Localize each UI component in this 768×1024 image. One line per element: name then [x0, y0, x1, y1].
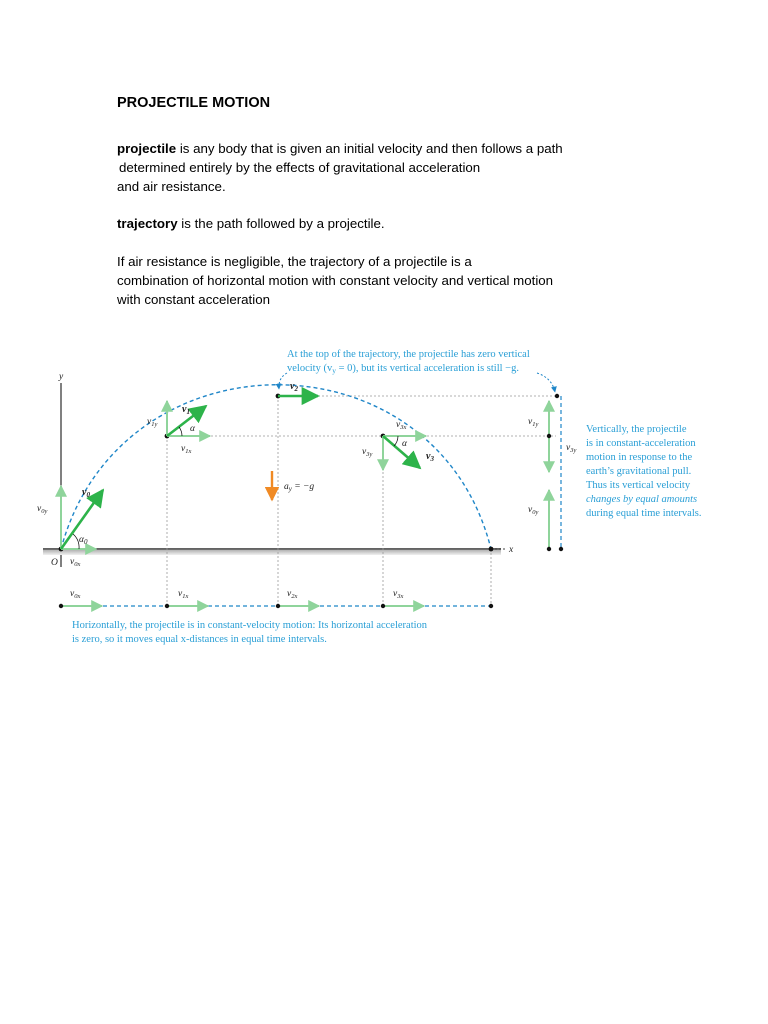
- projectile-definition-line3: and air resistance.: [117, 179, 226, 194]
- v0-label: $v_0$: [82, 487, 90, 499]
- horizontal-v1x-label: $v_{1x}$: [178, 589, 189, 600]
- projectile-definition-line2: determined entirely by the effects of gravitational acceleration: [119, 160, 481, 175]
- y-axis-label: y: [59, 372, 64, 382]
- v1-label: $v_1$: [182, 404, 190, 416]
- alpha3-label: α: [402, 439, 407, 449]
- x-axis-label: x: [509, 545, 514, 555]
- horizontal-caption-line1: Horizontally, the projectile is in constant-velocity motion: Its horizontal acceleration: [72, 620, 428, 631]
- projectile-definition-text: is any body that is given an initial velocity and then follows a path: [176, 141, 563, 156]
- projectile-definition-line1: [117, 139, 563, 158]
- paragraph-line1: If air resistance is negligible, the trajectory of a projectile is a: [117, 254, 472, 269]
- top-caption-line1: At the top of the trajectory, the projectile has zero vertical: [287, 349, 530, 360]
- acceleration-label: $a_y = -g$: [284, 482, 315, 493]
- projectile-motion-figure: [0, 330, 768, 660]
- trajectory-definition: [117, 214, 385, 233]
- v2-label: $v_2$: [290, 381, 298, 393]
- projectile-term: projectile: [117, 141, 177, 156]
- horizontal-v3x-label: $v_{3x}$: [393, 589, 404, 600]
- top-caption-pointer: [279, 373, 287, 389]
- vertical-v3y-label: $v_{3y}$: [566, 443, 577, 454]
- trajectory-definition-text: is the path followed by a projectile.: [177, 216, 385, 231]
- guide-lines: [167, 396, 556, 606]
- paragraph-line2: combination of horizontal motion with constant velocity and vertical motion: [117, 273, 554, 288]
- svg-text:is in constant-acceleration: is in constant-acceleration: [586, 438, 696, 449]
- v3-label: $v_3$: [426, 451, 434, 463]
- v0x-label: $v_{0x}$: [70, 557, 81, 568]
- alpha0-label: $\alpha_0$: [79, 535, 88, 546]
- svg-text:Thus its vertical velocity: Thus its vertical velocity: [586, 480, 691, 491]
- v3y-label: $v_{3y}$: [362, 447, 373, 458]
- alpha1-label: α: [190, 424, 195, 434]
- vertical-v0y-label: $v_{0y}$: [528, 505, 539, 516]
- page-title: PROJECTILE MOTION: [117, 95, 271, 111]
- vertical-caption: [586, 424, 701, 519]
- horizontal-v2x-label: $v_{2x}$: [287, 589, 298, 600]
- vertical-v1y-label: $v_{1y}$: [528, 417, 539, 428]
- svg-text:changes by equal amounts: changes by equal amounts: [586, 494, 698, 505]
- trajectory-path: [61, 385, 491, 549]
- v3x-label: $v_{3x}$: [396, 420, 407, 431]
- svg-text:earth’s gravitational pull.: earth’s gravitational pull.: [586, 466, 692, 477]
- horizontal-v0x-label: $v_{0x}$: [70, 589, 81, 600]
- horizontal-caption-line2: is zero, so it moves equal x-distances in equal time intervals.: [72, 634, 327, 645]
- top-caption-pointer-right: [537, 373, 555, 392]
- paragraph-line3: with constant acceleration: [117, 292, 270, 307]
- air-resistance-paragraph: [117, 252, 553, 309]
- svg-text:during equal time intervals.: during equal time intervals.: [586, 508, 702, 519]
- v1x-label: $v_{1x}$: [181, 444, 192, 455]
- trajectory-term: trajectory: [117, 216, 178, 231]
- top-caption-line2: velocity (vy = 0), but its vertical acceleration is still −g.: [287, 363, 519, 375]
- v1y-label: $v_{1y}$: [147, 417, 158, 428]
- projectile-definition: [117, 139, 563, 196]
- v0y-label: $v_{0y}$: [37, 504, 48, 515]
- trajectory-points: [59, 394, 494, 552]
- svg-text:Vertically, the projectile: Vertically, the projectile: [586, 424, 687, 435]
- origin-label: O: [51, 558, 58, 568]
- svg-text:motion in response to the: motion in response to the: [586, 452, 693, 463]
